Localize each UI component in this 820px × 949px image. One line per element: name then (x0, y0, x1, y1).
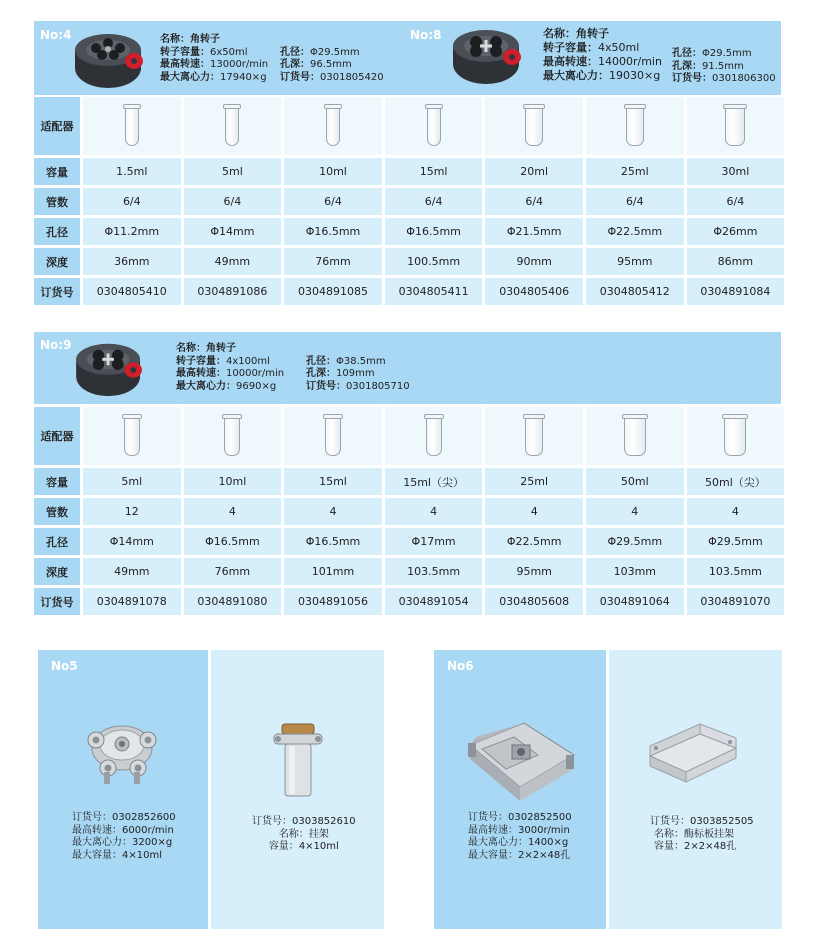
rotor8-force-value: 19030×g (609, 69, 661, 82)
panel5-rotor-specs (72, 812, 176, 862)
table1-hole-cell: Φ22.5mm (586, 218, 684, 245)
rotor4-title: No:4 (40, 28, 72, 42)
rotor9-hole-label: 孔径： (306, 355, 336, 367)
table2-adapter-cell (284, 407, 382, 465)
panel6-capacity-label: 最大容量： (468, 849, 518, 861)
table1-hole-cell: Φ26mm (687, 218, 785, 245)
panel6-holder-name-label: 名称： (654, 828, 684, 840)
table2-tubes-cell: 4 (385, 498, 483, 525)
panel6-holder-order-value: 0303852505 (690, 816, 754, 827)
adapter-tube-image (724, 416, 746, 456)
table1-label-capacity: 容量 (34, 158, 80, 185)
rotor8-depth-label: 孔深： (672, 60, 702, 72)
adapter-tube-image (124, 416, 140, 456)
adapter-tube-image (525, 416, 543, 456)
rotor9-specs-left (176, 343, 284, 393)
panel6-holder-capacity-value: 2×2×48孔 (684, 841, 737, 852)
rotor8-title: No:8 (410, 28, 442, 42)
table2-label-order: 订货号 (34, 588, 80, 615)
table2-label-depth: 深度 (34, 558, 80, 585)
table2-hole-cell: Φ29.5mm (687, 528, 785, 555)
table2-capacity-cell: 15ml (284, 468, 382, 495)
table1-label-depth: 深度 (34, 248, 80, 275)
panel6-holder-capacity-label: 容量： (654, 841, 684, 852)
panel6-order-value: 0302852500 (508, 812, 572, 823)
rotor8-specs-left (543, 27, 662, 83)
swing-rotor-image (82, 712, 162, 787)
panel5-rotor-card (38, 650, 208, 929)
rotor9-force-label: 最大离心力： (176, 380, 236, 392)
table1-adapter-cell (385, 97, 483, 155)
adapter-tube-image (125, 106, 139, 146)
rotor4-speed-label: 最高转速： (160, 59, 210, 70)
adapter-tube-image (725, 106, 745, 146)
panel6-force-label: 最大离心力： (468, 837, 528, 848)
table1-depth-cell: 90mm (485, 248, 583, 275)
table2-tubes-cell: 4 (485, 498, 583, 525)
rotor9-depth-value: 109mm (336, 368, 375, 379)
table2-label-tubes: 管数 (34, 498, 80, 525)
panel5-order-value: 0302852600 (112, 812, 176, 823)
table1-depth-cell: 100.5mm (385, 248, 483, 275)
table2-order-cell: 0304891054 (385, 588, 483, 615)
table2-depth-cell: 101mm (284, 558, 382, 585)
rotor9-depth-label: 孔深： (306, 368, 336, 379)
table1-tubes-cell: 6/4 (586, 188, 684, 215)
rotor8-order-label: 订货号： (672, 73, 712, 84)
panel6-speed-value: 3000r/min (518, 824, 570, 836)
table2-capacity-cell: 25ml (485, 468, 583, 495)
rotor8-capacity-value: 4x50ml (598, 41, 640, 54)
panel6-holder-specs (650, 816, 754, 854)
table1-tubes-cell: 6/4 (83, 188, 181, 215)
panel5-force-label: 最大离心力： (72, 837, 132, 848)
rotor8-hole-label: 孔径： (672, 48, 702, 59)
panel5-holder-capacity-label: 容量： (268, 841, 299, 852)
rotor8-capacity-label: 转子容量： (543, 41, 598, 54)
rotor8-name-value: 角转子 (576, 27, 609, 40)
table1-depth-cell: 86mm (687, 248, 785, 275)
table2-capacity-cell: 50ml (586, 468, 684, 495)
panel6-holder-card (609, 650, 782, 929)
rotor8-speed-label: 最高转速： (543, 55, 598, 68)
table2-depth-cell: 76mm (184, 558, 282, 585)
table1-depth-cell: 36mm (83, 248, 181, 275)
panel5-speed-label: 最高转速： (72, 824, 122, 836)
table1-label-tubes: 管数 (34, 188, 80, 215)
rotor8-force-label: 最大离心力： (543, 69, 609, 82)
panel6-holder-order-label: 订货号： (650, 816, 690, 827)
rotor9-title: No:9 (40, 338, 72, 352)
table1-adapter-cell (687, 97, 785, 155)
rotor9-name-label: 名称： (176, 343, 206, 354)
rotor4-specs-right (280, 47, 384, 85)
table2-adapter-cell (687, 407, 785, 465)
rotor4-capacity-label: 转子容量： (160, 46, 210, 58)
table1-adapter-cell (284, 97, 382, 155)
table2-tubes-cell: 4 (184, 498, 282, 525)
rotor4-capacity-value: 6x50ml (210, 46, 248, 58)
rotor4-name-label: 名称： (160, 34, 190, 45)
table1-order-cell: 0304805411 (385, 278, 483, 305)
rotor4-hole-label: 孔径： (280, 46, 310, 58)
table2-order-cell: 0304891056 (284, 588, 382, 615)
rotor4-force-label: 最大离心力： (160, 71, 220, 83)
rotor8-image (450, 24, 528, 86)
panel5-holder-order-value: 0303852610 (292, 816, 356, 827)
table2-order-cell: 0304805608 (485, 588, 583, 615)
table2-hole-cell: Φ29.5mm (586, 528, 684, 555)
table1-depth-cell: 76mm (284, 248, 382, 275)
table2-depth-cell: 95mm (485, 558, 583, 585)
adapter-tube-image (224, 416, 240, 456)
table1-label-order: 订货号 (34, 278, 80, 305)
table2-hole-cell: Φ16.5mm (284, 528, 382, 555)
table2-order-cell: 0304891064 (586, 588, 684, 615)
panel6-title: No6 (447, 659, 474, 673)
table1-adapter-cell (83, 97, 181, 155)
table2-adapter-cell (385, 407, 483, 465)
rotor9-specs-right (306, 356, 410, 394)
table1-order-cell: 0304891086 (184, 278, 282, 305)
table1-hole-cell: Φ16.5mm (385, 218, 483, 245)
table2-adapter-cell (586, 407, 684, 465)
table1-adapter-cell (485, 97, 583, 155)
panel6-speed-label: 最高转速： (468, 824, 518, 836)
panel5-force-value: 3200×g (132, 837, 173, 848)
table1-tubes-cell: 6/4 (184, 188, 282, 215)
table1-hole-cell: Φ11.2mm (83, 218, 181, 245)
rotor4-order-value: 0301805420 (320, 71, 384, 83)
table2-capacity-cell: 15ml（尖） (385, 468, 483, 495)
table1-order-cell: 0304805410 (83, 278, 181, 305)
table1-capacity-cell: 25ml (586, 158, 684, 185)
panel5-holder-name-label: 名称： (278, 828, 309, 840)
table2-capacity-cell: 10ml (184, 468, 282, 495)
rotor9-speed-label: 最高转速： (176, 368, 226, 379)
table2-tubes-cell: 4 (284, 498, 382, 525)
panel6-force-value: 1400×g (528, 837, 569, 848)
panel5-holder-capacity-value: 4×10ml (298, 841, 339, 852)
table1-tubes-cell: 6/4 (284, 188, 382, 215)
table1-hole-cell: Φ14mm (184, 218, 282, 245)
rotor8-specs-right (672, 48, 776, 86)
rotor4-depth-value: 96.5mm (310, 59, 352, 70)
table2-capacity-cell: 50ml（尖） (687, 468, 785, 495)
rotor4-speed-value: 13000r/min (210, 59, 269, 70)
table1-capacity-cell: 20ml (485, 158, 583, 185)
table2-order-cell: 0304891080 (184, 588, 282, 615)
rotor9-speed-value: 10000r/min (226, 368, 285, 379)
panel5-speed-value: 6000r/min (122, 824, 174, 836)
rotor4-hole-value: Φ29.5mm (310, 46, 360, 58)
table1-tubes-cell: 6/4 (687, 188, 785, 215)
rotor9-name-value: 角转子 (206, 343, 236, 354)
table1-label-hole: 孔径 (34, 218, 80, 245)
rotor9-image (72, 338, 150, 398)
adapter-tube-image (427, 106, 441, 146)
table1-adapter-cell (586, 97, 684, 155)
table1-hole-cell: Φ16.5mm (284, 218, 382, 245)
table1-tubes-cell: 6/4 (385, 188, 483, 215)
table1-depth-cell: 95mm (586, 248, 684, 275)
table2-hole-cell: Φ14mm (83, 528, 181, 555)
adapter-tube-image (326, 106, 340, 146)
table2-label-adapter: 适配器 (34, 407, 80, 465)
table1-capacity-cell: 10ml (284, 158, 382, 185)
table2-label-capacity: 容量 (34, 468, 80, 495)
adapter-tube-image (525, 106, 543, 146)
rotor8-order-value: 0301806300 (712, 73, 776, 84)
adapter-tube-image (325, 416, 341, 456)
table1-adapter-cell (184, 97, 282, 155)
rotor8-speed-value: 14000r/min (598, 55, 662, 68)
table2-depth-cell: 103mm (586, 558, 684, 585)
rotor4-image (72, 28, 150, 90)
panel5-capacity-label: 最大容量： (72, 849, 122, 861)
panel5-order-label: 订货号： (72, 812, 112, 823)
panel6-capacity-value: 2×2×48孔 (518, 849, 571, 861)
rotor4-name-value: 角转子 (190, 34, 220, 45)
rotor4-order-label: 订货号： (280, 71, 320, 83)
rotor9-capacity-value: 4x100ml (226, 355, 270, 367)
table2-capacity-cell: 5ml (83, 468, 181, 495)
panel5-holder-order-label: 订货号： (252, 816, 292, 827)
rotor9-hole-value: Φ38.5mm (336, 355, 386, 367)
rotor9-force-value: 9690×g (236, 380, 277, 392)
rotor9-capacity-label: 转子容量： (176, 355, 226, 367)
rotor8-name-label: 名称： (543, 27, 576, 40)
adapter-tube-image (624, 416, 646, 456)
table2-tubes-cell: 4 (586, 498, 684, 525)
table2-adapter-cell (485, 407, 583, 465)
table2-depth-cell: 103.5mm (687, 558, 785, 585)
rotor4-force-value: 17940×g (220, 71, 267, 83)
table1-order-cell: 0304805412 (586, 278, 684, 305)
rotor4-depth-label: 孔深： (280, 59, 310, 70)
rotor9-order-value: 0301805710 (346, 380, 410, 392)
table2-depth-cell: 49mm (83, 558, 181, 585)
table2-order-cell: 0304891078 (83, 588, 181, 615)
panel5-title: No5 (51, 659, 78, 673)
panel6-rotor-specs (468, 812, 572, 862)
rotor9-order-label: 订货号： (306, 380, 346, 392)
adapter-tube-image (225, 106, 239, 146)
bucket-holder-image (272, 720, 324, 800)
table2-order-cell: 0304891070 (687, 588, 785, 615)
table1-order-cell: 0304891085 (284, 278, 382, 305)
adapter-tube-image (626, 106, 644, 146)
table1-capacity-cell: 30ml (687, 158, 785, 185)
table2-label-hole: 孔径 (34, 528, 80, 555)
table1-capacity-cell: 5ml (184, 158, 282, 185)
table1-tubes-cell: 6/4 (485, 188, 583, 215)
plate-rotor-image (462, 715, 580, 801)
table2-adapter-cell (83, 407, 181, 465)
microplate-holder-image (640, 722, 744, 784)
panel6-holder-name-value: 酶标板挂架 (684, 828, 734, 840)
table2-hole-cell: Φ22.5mm (485, 528, 583, 555)
table1-capacity-cell: 15ml (385, 158, 483, 185)
table2-hole-cell: Φ16.5mm (184, 528, 282, 555)
table2-adapter-cell (184, 407, 282, 465)
table1-label-adapter: 适配器 (34, 97, 80, 155)
table2-tubes-cell: 12 (83, 498, 181, 525)
panel6-order-label: 订货号： (468, 812, 508, 823)
table2-tubes-cell: 4 (687, 498, 785, 525)
panel5-holder-specs (252, 816, 356, 854)
table1-order-cell: 0304805406 (485, 278, 583, 305)
rotor4-specs-left (160, 34, 268, 84)
panel5-capacity-value: 4×10ml (122, 849, 162, 861)
rotor8-hole-value: Φ29.5mm (702, 48, 752, 59)
table2-hole-cell: Φ17mm (385, 528, 483, 555)
table1-order-cell: 0304891084 (687, 278, 785, 305)
table2-depth-cell: 103.5mm (385, 558, 483, 585)
table1-depth-cell: 49mm (184, 248, 282, 275)
table1-hole-cell: Φ21.5mm (485, 218, 583, 245)
table1-capacity-cell: 1.5ml (83, 158, 181, 185)
panel5-holder-name-value: 挂架 (308, 828, 329, 840)
adapter-tube-image (426, 416, 442, 456)
rotor8-depth-value: 91.5mm (702, 60, 744, 72)
